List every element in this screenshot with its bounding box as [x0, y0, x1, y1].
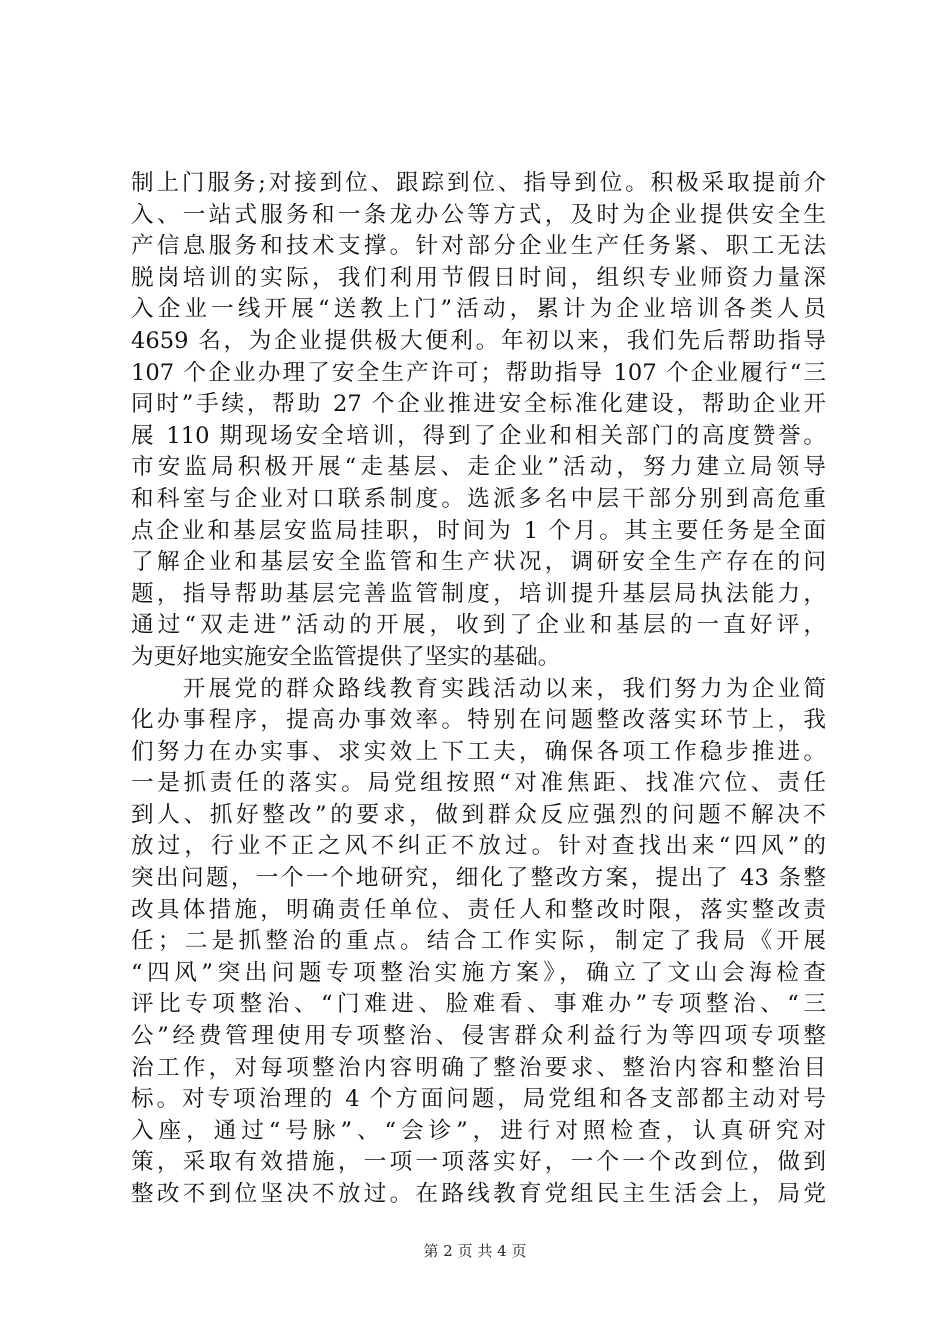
text-line: 整改不到位坚决不放过。在路线教育党组民主生活会上，局党	[131, 1181, 826, 1207]
text-line: 放过，行业不正之风不纠正不放过。针对查找出来“四风”的	[131, 833, 826, 860]
text-line: 改具体措施，明确责任单位、责任人和整改时限，落实整改责	[131, 896, 826, 923]
text-line: 突出问题，一个一个地研究，细化了整改方案，提出了 43 条整	[131, 865, 826, 892]
body-text	[131, 168, 826, 1211]
text-line: 了解企业和基层安全监管和生产状况，调研安全生产存在的问	[131, 549, 826, 576]
text-line: 入座，通过“号脉”、“会诊”，进行对照检查，认真研究对	[131, 1117, 826, 1144]
text-line: 入企业一线开展“送教上门”活动，累计为企业培训各类人员	[131, 296, 826, 323]
text-line: 脱岗培训的实际，我们利用节假日时间，组织专业师资力量深	[131, 264, 826, 291]
text-line: 任；二是抓整治的重点。结合工作实际，制定了我局《开展	[131, 928, 826, 955]
text-line: 107 个企业办理了安全生产许可；帮助指导 107 个企业履行“三	[131, 359, 826, 386]
text-line: 开展党的群众路线教育实践活动以来，我们努力为企业简	[131, 675, 826, 702]
text-line: 到人、抓好整改”的要求，做到群众反应强烈的问题不解决不	[131, 801, 826, 828]
text-line: 策，采取有效措施，一项一项落实好，一个一个改到位，做到	[131, 1149, 826, 1176]
page-footer: 第 2 页 共 4 页	[423, 1242, 527, 1260]
text-line: “四风”突出问题专项整治实施方案》，确立了文山会海检查	[131, 959, 826, 986]
text-line: 为更好地实施安全监管提供了坚实的基础。	[131, 643, 561, 670]
text-line: 产信息服务和技术支撑。针对部分企业生产任务紧、职工无法	[131, 233, 826, 260]
text-line: 化办事程序，提高办事效率。特别在问题整改落实环节上，我	[131, 707, 826, 734]
text-line: 4659 名，为企业提供极大便利。年初以来，我们先后帮助指导	[131, 327, 826, 354]
text-line: 一是抓责任的落实。局党组按照“对准焦距、找准穴位、责任	[131, 770, 826, 797]
text-line: 标。对专项治理的 4 个方面问题，局党组和各支部都主动对号	[131, 1086, 826, 1113]
text-line: 公”经费管理使用专项整治、侵害群众利益行为等四项专项整	[131, 1023, 826, 1050]
text-line: 们努力在办实事、求实效上下工夫，确保各项工作稳步推进。	[131, 738, 826, 765]
text-line: 题，指导帮助基层完善监管制度，培训提升基层局执法能力，	[131, 580, 826, 607]
text-line: 点企业和基层安监局挂职，时间为 1 个月。其主要任务是全面	[131, 517, 826, 544]
text-line: 评比专项整治、“门难进、脸难看、事难办”专项整治、“三	[131, 991, 826, 1018]
text-line: 治工作，对每项整治内容明确了整治要求、整治内容和整治目	[131, 1054, 826, 1081]
text-line: 同时”手续，帮助 27 个企业推进安全标准化建设，帮助企业开	[131, 391, 826, 418]
text-line: 通过“双走进”活动的开展，收到了企业和基层的一直好评，	[131, 612, 826, 639]
text-line: 制上门服务;对接到位、跟踪到位、指导到位。积极采取提前介	[131, 170, 826, 196]
text-line: 展 110 期现场安全培训，得到了企业和相关部门的高度赞誉。	[131, 422, 826, 449]
text-line: 市安监局积极开展“走基层、走企业”活动，努力建立局领导	[131, 454, 826, 481]
text-line: 和科室与企业对口联系制度。选派多名中层干部分别到高危重	[131, 485, 826, 512]
text-line: 入、一站式服务和一条龙办公等方式，及时为企业提供安全生	[131, 201, 826, 228]
